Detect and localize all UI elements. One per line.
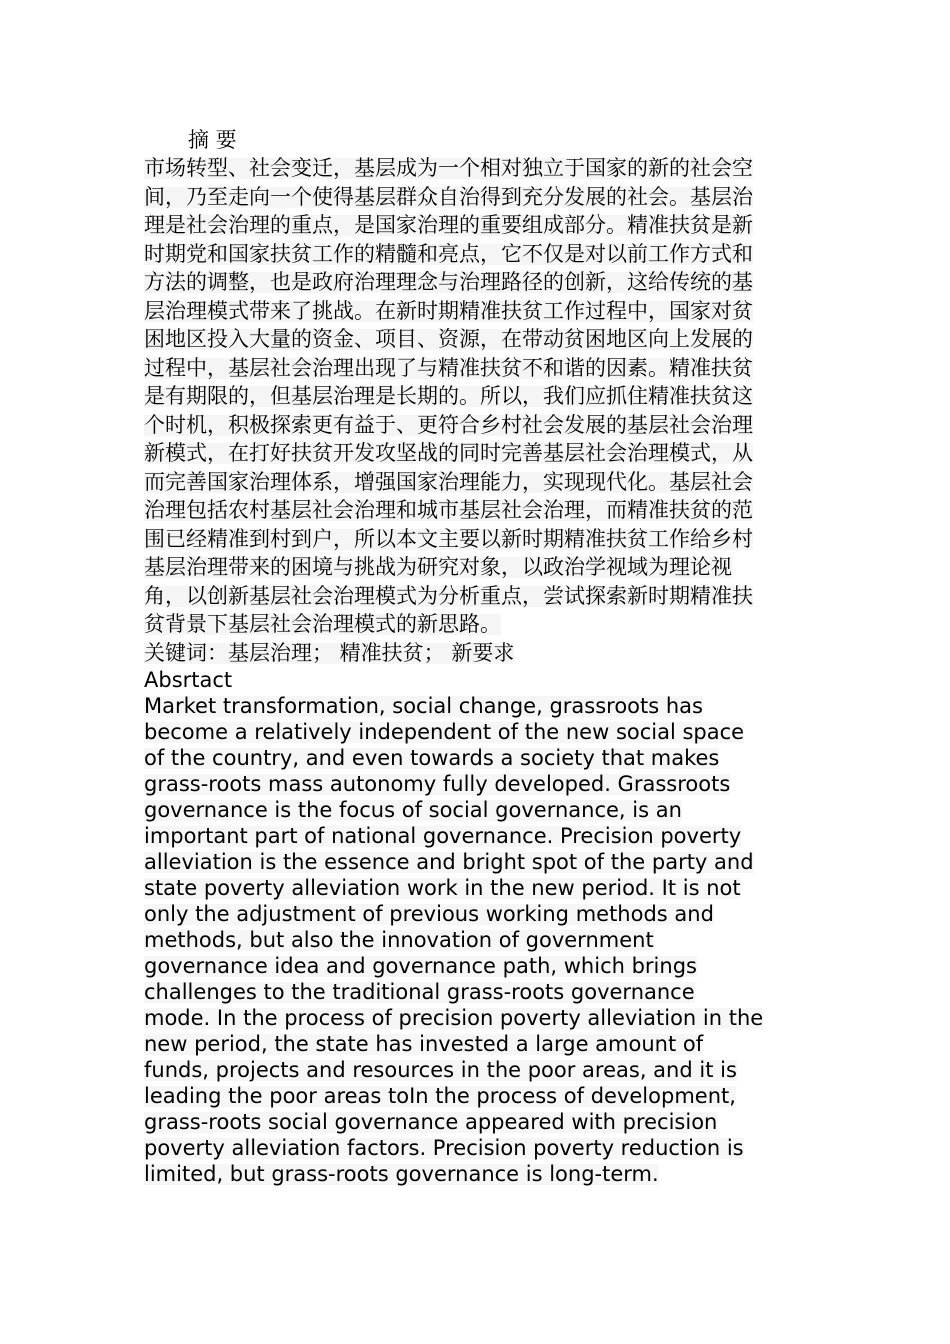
abstract-zh-line: 贫背景下基层社会治理模式的新思路。: [144, 610, 501, 639]
abstract-en-line: challenges to the traditional grass-roots governance: [144, 980, 695, 1004]
abstract-zh-line: 市场转型、社会变迁，基层成为一个相对独立于国家的新的社会空: [144, 154, 753, 183]
abstract-en-line: poverty alleviation factors. Precision poverty reduction is: [144, 1136, 744, 1160]
abstract-en-line: only the adjustment of previous working methods and: [144, 902, 714, 926]
abstract-zh-line: 而完善国家治理体系，增强国家治理能力，实现现代化。基层社会: [144, 468, 753, 497]
abstract-en-line: grass-roots mass autonomy fully developed. Grassroots: [144, 772, 731, 796]
abstract-en-line: become a relatively independent of the new social space: [144, 720, 745, 744]
abstract-en-line: methods, but also the innovation of government: [144, 928, 654, 952]
abstract-en-line: of the country, and even towards a society that makes: [144, 746, 720, 770]
abstract-zh-line: 角，以创新基层社会治理模式为分析重点，尝试探索新时期精准扶: [144, 582, 753, 611]
abstract-en-line: new period, the state has invested a large amount of: [144, 1032, 704, 1056]
abstract-en-line: state poverty alleviation work in the new period. It is not: [144, 876, 741, 900]
abstract-en-line: limited, but grass-roots governance is long-term.: [144, 1162, 659, 1186]
abstract-en-line: Market transformation, social change, grassroots has: [144, 694, 703, 718]
abstract-zh-line: 间，乃至走向一个使得基层群众自治得到充分发展的社会。基层治: [144, 183, 753, 212]
abstract-zh-line: 过程中，基层社会治理出现了与精准扶贫不和谐的因素。精准扶贫: [144, 354, 753, 383]
document-page: [144, 126, 804, 1187]
abstract-en-line: governance is the focus of social governance, is an: [144, 798, 682, 822]
abstract-zh-line: 时期党和国家扶贫工作的精髓和亮点，它不仅是对以前工作方式和: [144, 240, 753, 269]
abstract-en-line: grass-roots social governance appeared with precision: [144, 1110, 718, 1134]
abstract-zh-line: 基层治理带来的困境与挑战为研究对象，以政治学视域为理论视: [144, 553, 732, 582]
abstract-zh-line: 新模式，在打好扶贫开发攻坚战的同时完善基层社会治理模式，从: [144, 439, 753, 468]
abstract-en-line: funds, projects and resources in the poor areas, and it is: [144, 1058, 737, 1082]
keywords-line: 关键词：基层治理； 精准扶贫； 新要求: [144, 639, 514, 668]
abstract-zh-line: 方法的调整，也是政府治理理念与治理路径的创新，这给传统的基: [144, 268, 753, 297]
abstract-zh-line: 理是社会治理的重点，是国家治理的重要组成部分。精准扶贫是新: [144, 211, 753, 240]
abstract-en-body: [144, 693, 804, 1187]
abstract-en-line: important part of national governance. Precision poverty: [144, 824, 742, 848]
abstract-zh-line: 个时机，积极探索更有益于、更符合乡村社会发展的基层社会治理: [144, 411, 753, 440]
abstract-zh-title: 摘 要: [188, 128, 237, 152]
abstract-en-line: governance idea and governance path, which brings: [144, 954, 697, 978]
abstract-zh-line: 治理包括农村基层社会治理和城市基层社会治理，而精准扶贫的范: [144, 496, 753, 525]
abstract-en-line: alleviation is the essence and bright spot of the party and: [144, 850, 754, 874]
abstract-zh-body: [144, 154, 804, 667]
abstract-zh-line: 层治理模式带来了挑战。在新时期精准扶贫工作过程中，国家对贫: [144, 297, 753, 326]
abstract-zh-line: 围已经精准到村到户，所以本文主要以新时期精准扶贫工作给乡村: [144, 525, 753, 554]
abstract-en-line: leading the poor areas toIn the process of development,: [144, 1084, 736, 1108]
abstract-en-line: mode. In the process of precision poverty alleviation in the: [144, 1006, 764, 1030]
abstract-zh-line: 是有期限的，但基层治理是长期的。所以，我们应抓住精准扶贫这: [144, 382, 753, 411]
abstract-en-heading: Absrtact: [144, 668, 233, 692]
abstract-zh-line: 困地区投入大量的资金、项目、资源，在带动贫困地区向上发展的: [144, 325, 753, 354]
